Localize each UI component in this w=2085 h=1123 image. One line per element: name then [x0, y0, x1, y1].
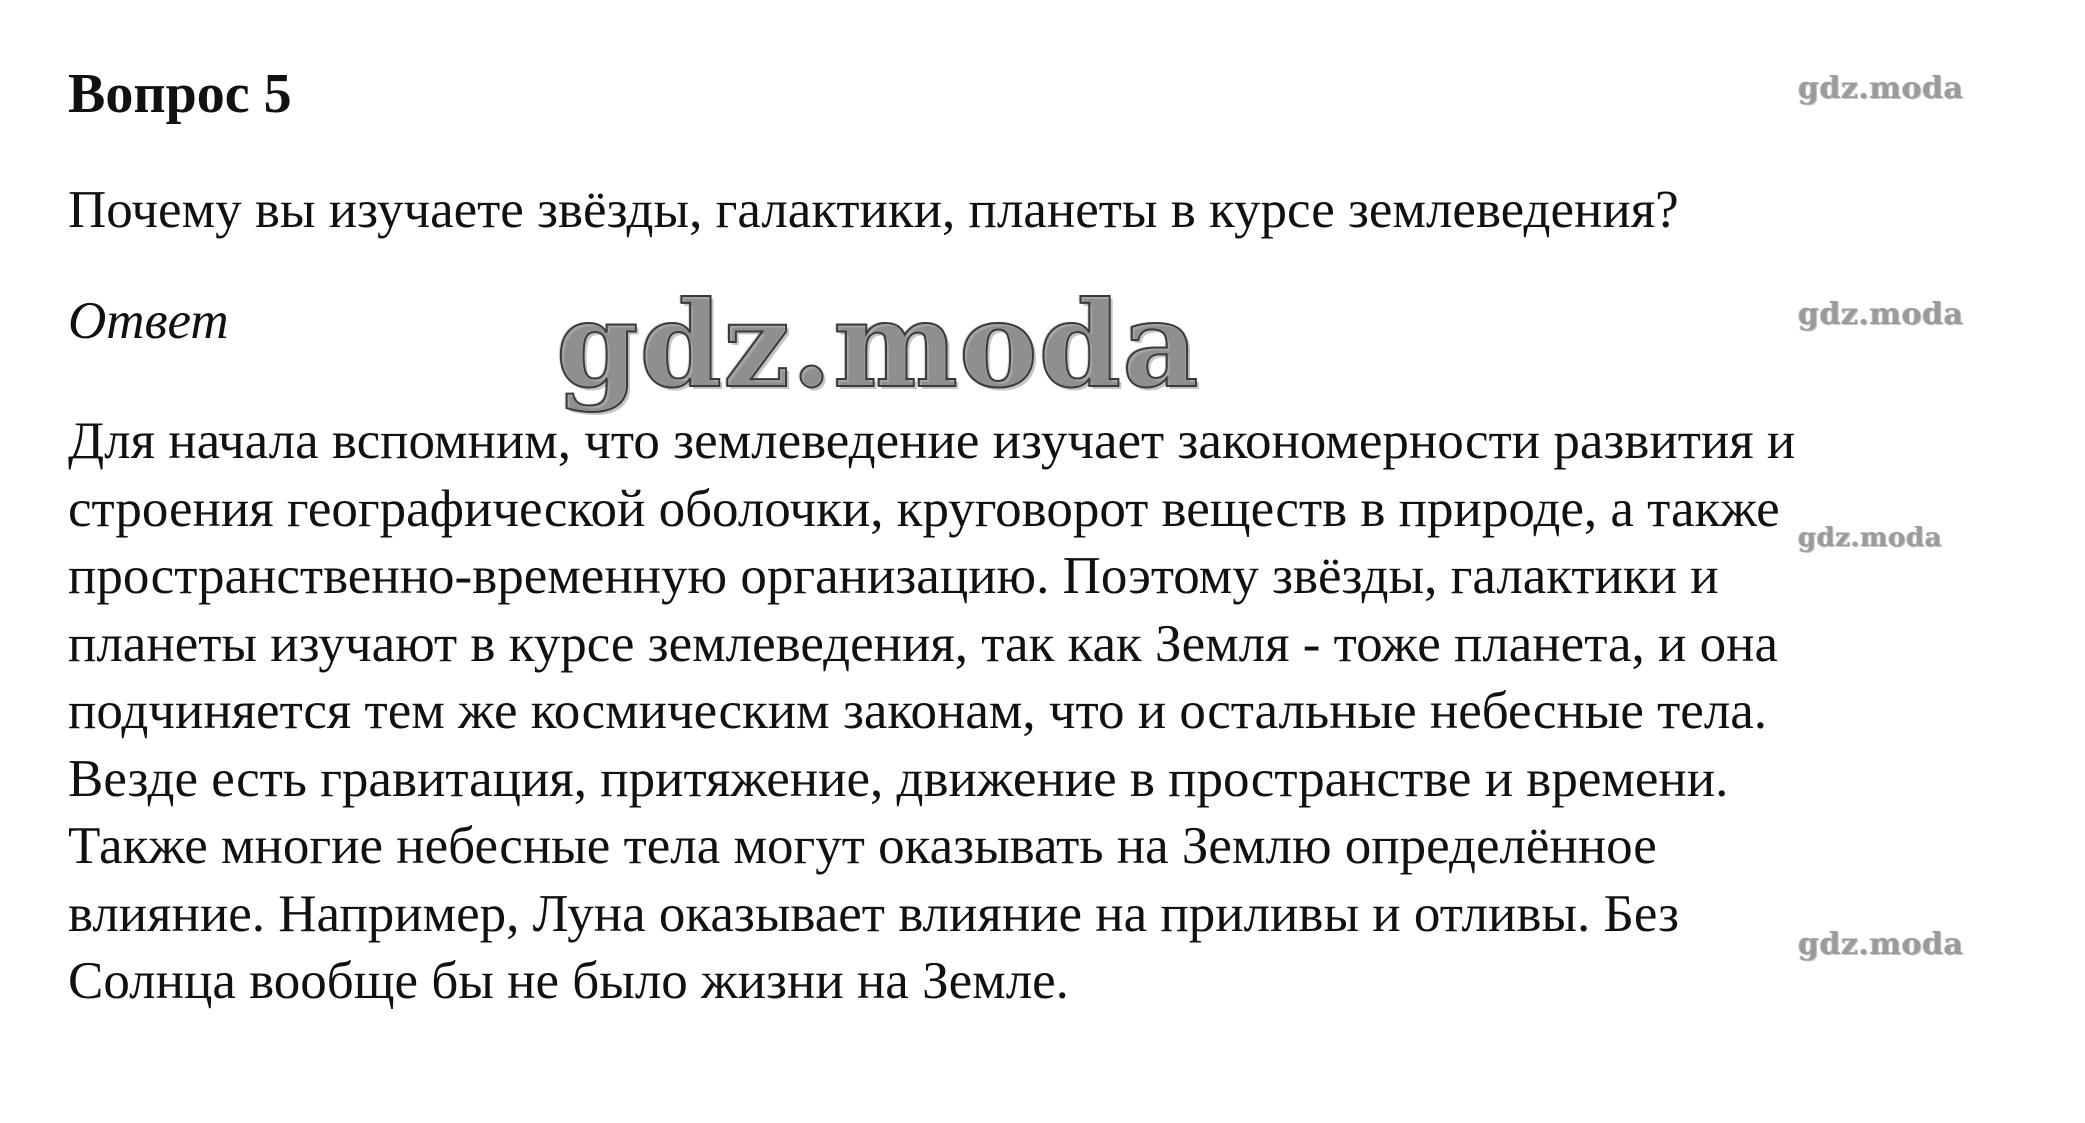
- watermark-large: gdz.moda: [556, 275, 1200, 414]
- question-title: Вопрос 5: [68, 63, 292, 125]
- answer-line: пространственно-временную организацию. Поэтому звёзды, галактики и: [68, 547, 1719, 605]
- answer-line: Солнца вообще бы не было жизни на Земле.: [68, 952, 1069, 1010]
- answer-line: Везде есть гравитация, притяжение, движение в пространстве и времени.: [68, 749, 1729, 808]
- watermark-small: gdz.moda: [1798, 523, 1943, 553]
- answer-line: планеты изучают в курсе землеведения, так как Земля - тоже планета, и она: [68, 614, 1779, 673]
- answer-body: [68, 408, 2028, 1016]
- answer-label: Ответ: [68, 292, 229, 350]
- watermark-small: gdz.moda: [1798, 297, 1964, 332]
- answer-line: Для начала вспомним, что землеведение изучает закономерности развития и: [68, 412, 1796, 470]
- question-text: Почему вы изучаете звёзды, галактики, планеты в курсе землеведения?: [68, 181, 1679, 239]
- answer-line: влияние. Например, Луна оказывает влияние на приливы и отливы. Без: [68, 884, 1680, 943]
- watermark-small: gdz.moda: [1798, 927, 1964, 962]
- answer-line: подчиняется тем же космическим законам, что и остальные небесные тела.: [68, 682, 1768, 740]
- answer-line: Также многие небесные тела могут оказывать на Землю определённое: [68, 817, 1657, 875]
- answer-line: строения географической оболочки, круговорот веществ в природе, а также: [68, 479, 1780, 538]
- watermark-small: gdz.moda: [1798, 71, 1964, 106]
